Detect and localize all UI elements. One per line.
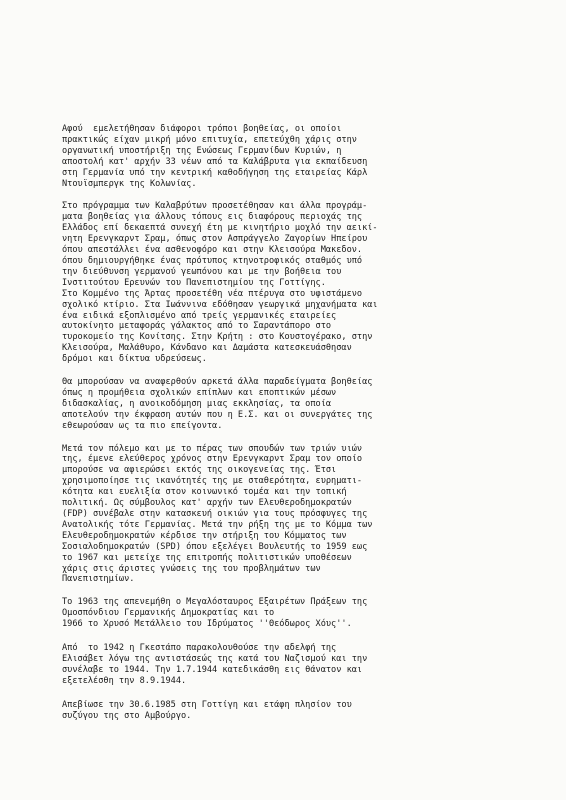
text-line: τυροκομείο της Κονίτσης. Στην Κρήτη : στο Κουστογέρακο, στην (62, 332, 373, 343)
paragraph (62, 377, 522, 432)
text-line: Ελισάβετ λόγω της αντιστάσεώς της κατά του Ναζισμού και την (62, 653, 368, 664)
text-line: δρόμοι και δίκτυα υδρεύσεως. (62, 354, 207, 365)
text-line: Ομοσπόνδιου Γερμανικής Δημοκρατίας και το (62, 608, 275, 619)
text-line: ματα βοηθείας για άλλους τόπους εις διαφόρους περιοχάς της (62, 212, 363, 223)
text-line: νητη Ερενγκαρντ Σραμ, όπως στον Ασπράγγελο Ζαγορίων Ηπείρου (62, 234, 368, 245)
text-line: όπου απεστάλλει ένα ασθενοφόρο και στην Κλεισούρα Μακεδον. (62, 245, 363, 256)
text-line: μπορούσε να αφιερώσει εκτός της οικογενείας της. Έτσι (62, 465, 337, 476)
text-line: Κλεισούρα, Μαλάθυρο, Κάνδανο και Δαμάστα κατεσκευάσθησαν (62, 343, 352, 354)
text-line: χάρις στις άριστες γνώσεις της του προβλημάτων των (62, 563, 321, 574)
text-line: πρακτικώς είχαν μικρή μόνο επιτυχία, επετεύχθη χάρις στην (62, 134, 357, 145)
text-line: Αφού εμελετήθησαν διάφοροι τρόποι βοηθείας, οι οποίοι (62, 124, 342, 134)
text-line: Ινστιτούτου Ερευνών του Πανεπιστημίου της Γοττίγης. (62, 277, 326, 288)
text-line: όπως η προμήθεια σχολικών επίπλων και εποπτικών μέσων (62, 387, 337, 398)
text-line: Μετά τον πόλεμο και με το πέρας των σπουδών των τριών υιών (62, 443, 363, 454)
text-line: Θα μπορούσαν να αναφερθούν αρκετά άλλα παραδείγματα βοηθείας (62, 377, 373, 388)
text-line: Απεβίωσε την 30.6.1985 στη Γοττίγη και ετάφη πλησίον του (62, 699, 352, 710)
text-line: σχολικό κτίριο. Στα Ιωάννινα εδόθησαν γεωργικά μηχανήματα και (62, 299, 378, 310)
paragraph (62, 444, 522, 586)
text-line: Ελλάδος επί δεκαεπτά συνεχή έτη με κινητήριο μοχλό την αεικί- (62, 223, 378, 234)
text-line: αποτελούν την έκφραση αυτών που η Ε.Σ. και οι συνεργάτες της (62, 409, 373, 420)
text-line: αυτοκίνητο μεταφοράς γάλακτος από το Σαραντάπορο στο (62, 321, 332, 332)
text-line: κότητα και ευελιξία στον κοινωνικό τομέα και την τοπική (62, 487, 347, 498)
text-line: Ανατολικής τότε Γερμανίας. Μετά την ρήξη της με το Κόμμα των (62, 519, 373, 530)
text-line: της, έμενε ελεύθερος χρόνος στην Ερενγκαρντ Σραμ τον οποίο (62, 454, 363, 465)
text-line: Στο πρόγραμμα των Καλαβρύτων προσετέθησαν και άλλα προγράμ- (62, 201, 368, 212)
text-line: συζύγου της στο Αμβούργο. (62, 710, 192, 721)
paragraph (62, 124, 522, 189)
text-line: εθεωρούσαν ως τα πιο επείγοντα. (62, 420, 223, 431)
text-line: εξετελέσθη την 8.9.1944. (62, 675, 187, 686)
text-line: Πανεπιστημίων. (62, 574, 135, 585)
text-line: την διεύθυνση γερμανού γεωπόνου και με την βοήθεια του (62, 266, 342, 277)
text-line: (FDP) συνέβαλε στην κατασκευή οικιών για τους πρόσφυγες της (62, 509, 368, 519)
text-line: χρησιμοποίησε τις ικανότητές της με σταθερότητα, ευρηματι- (62, 476, 363, 487)
text-line: όπου δημιουργήθηκε ένας πρότυπος κτηνοτροφικός σταθμός υπό (62, 255, 363, 266)
paragraph (62, 597, 522, 630)
paragraph (62, 700, 522, 722)
text-line: Από το 1942 η Γκεστάπο παρακολουθούσε την αδελφή της (62, 643, 337, 654)
text-line: Στο Κομμένο της Άρτας προσετέθη νέα πτέρυγα στο υφιστάμενο (62, 288, 363, 299)
text-line: Το 1963 της απενεμήθη ο Μεγαλόσταυρος Εξαιρέτων Πράξεων της (62, 597, 368, 608)
text-line: Ελευθεροδημοκρατών κέρδισε την στήριξη του Κόμματος των (62, 530, 347, 541)
text-line: ένα ειδικά εξοπλισμένο από τρείς γερμανικές εταιρείες (62, 310, 337, 321)
text-line: οργανωτική υποστήριξη της Ενώσεως Γερμανίδων Κυριών, η (62, 145, 342, 156)
paragraph (62, 643, 522, 687)
text-line: πολιτική. Ως σύμβουλος κατ' αρχήν των Ελευθεροδημοκρατών (62, 498, 352, 509)
text-line: το 1967 και μετείχε της επιτροπής πολιτιστικών υποθέσεων (62, 552, 352, 563)
text-line: συνέλαβε το 1944. Την 1.7.1944 κατεδικάσθη εις θάνατον και (62, 664, 363, 675)
text-line: Ντουϊσμπεργκ της Κολωνίας. (62, 178, 197, 189)
document-body (62, 124, 522, 732)
text-line: διδασκαλίας, η ανοικοδόμηση μιας εκκλησίας, τα οποία (62, 398, 332, 409)
text-line: στη Γερμανία υπό την κεντρική καθοδήγηση της εταιρείας Κάρλ (62, 167, 368, 178)
text-line: Σοσιαλοδημοκρατών (SPD) όπου εξελέγει Βουλευτής το 1959 εως (62, 541, 368, 552)
text-line: 1966 το Χρυσό Μετάλλειο του Ιδρύματος ''Θεόδωρος Χόυς''. (62, 619, 352, 630)
paragraph (62, 201, 522, 365)
text-line: αποστολή κατ' αρχήν 33 νέων από τα Καλάβρυτα για εκπαίδευση (62, 156, 368, 167)
